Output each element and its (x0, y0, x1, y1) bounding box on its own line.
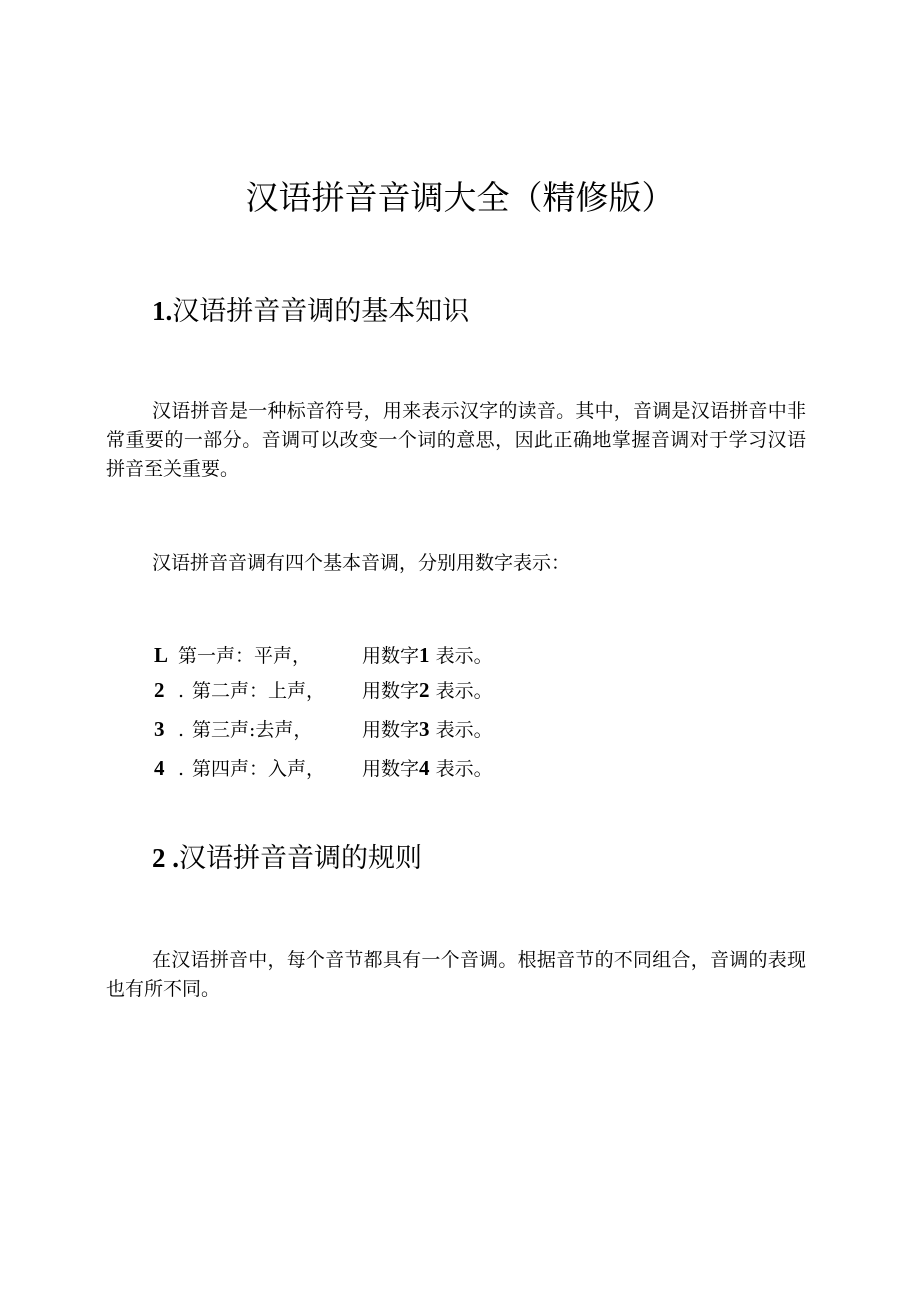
list-marker: L (154, 643, 169, 667)
section-number: 1. (152, 296, 173, 326)
section-heading-1 (152, 293, 469, 330)
section-heading-text: 汉语拼音音调的规则 (179, 843, 422, 874)
list-marker: 3 (154, 717, 165, 741)
list-marker: 2 (154, 678, 165, 702)
section-heading-text: 汉语拼音音调的基本知识 (172, 296, 470, 327)
list-marker: 4 (154, 756, 165, 780)
tone-list-item (154, 715, 493, 744)
tone-digit: 4 (419, 756, 430, 780)
tone-label: 第四声：入声， (192, 758, 326, 780)
section-heading-2 (152, 840, 422, 877)
paragraph-intro: 汉语拼音是一种标音符号，用来表示汉字的读音。其中，音调是汉语拼音中非常重要的一部分。音调可以改变一个词的意思，因此正确地掌握音调对于学习汉语拼音至关重要。 (106, 400, 806, 480)
tone-label: 第二声：上声， (192, 680, 326, 702)
section-number: 2 . (152, 843, 179, 873)
tone-prefix: 用数字 (362, 680, 420, 702)
tone-suffix: 表示。 (435, 680, 493, 702)
tone-label: 第一声：平声， (178, 645, 312, 667)
list-dot: . (178, 758, 185, 780)
tone-list-item (154, 641, 493, 670)
list-dot: . (178, 719, 185, 741)
tone-label: 第三声:去声， (192, 719, 313, 741)
tone-digit: 2 (419, 678, 430, 702)
paragraph-tone-count: 汉语拼音音调有四个基本音调，分别用数字表示： (152, 552, 571, 574)
tone-suffix: 表示。 (435, 645, 493, 667)
paragraph-rules: 在汉语拼音中，每个音节都具有一个音调。根据音节的不同组合，音调的表现也有所不同。 (106, 949, 806, 1000)
document-title: 汉语拼音音调大全（精修版） (245, 178, 675, 217)
tone-prefix: 用数字 (362, 645, 420, 667)
tone-list-item (154, 754, 493, 783)
tone-suffix: 表示。 (435, 719, 493, 741)
tone-prefix: 用数字 (362, 719, 420, 741)
tone-digit: 1 (419, 643, 430, 667)
tone-list-item (154, 676, 493, 705)
list-dot: . (178, 680, 185, 702)
tone-prefix: 用数字 (362, 758, 420, 780)
tone-digit: 3 (419, 717, 430, 741)
tone-suffix: 表示。 (435, 758, 493, 780)
